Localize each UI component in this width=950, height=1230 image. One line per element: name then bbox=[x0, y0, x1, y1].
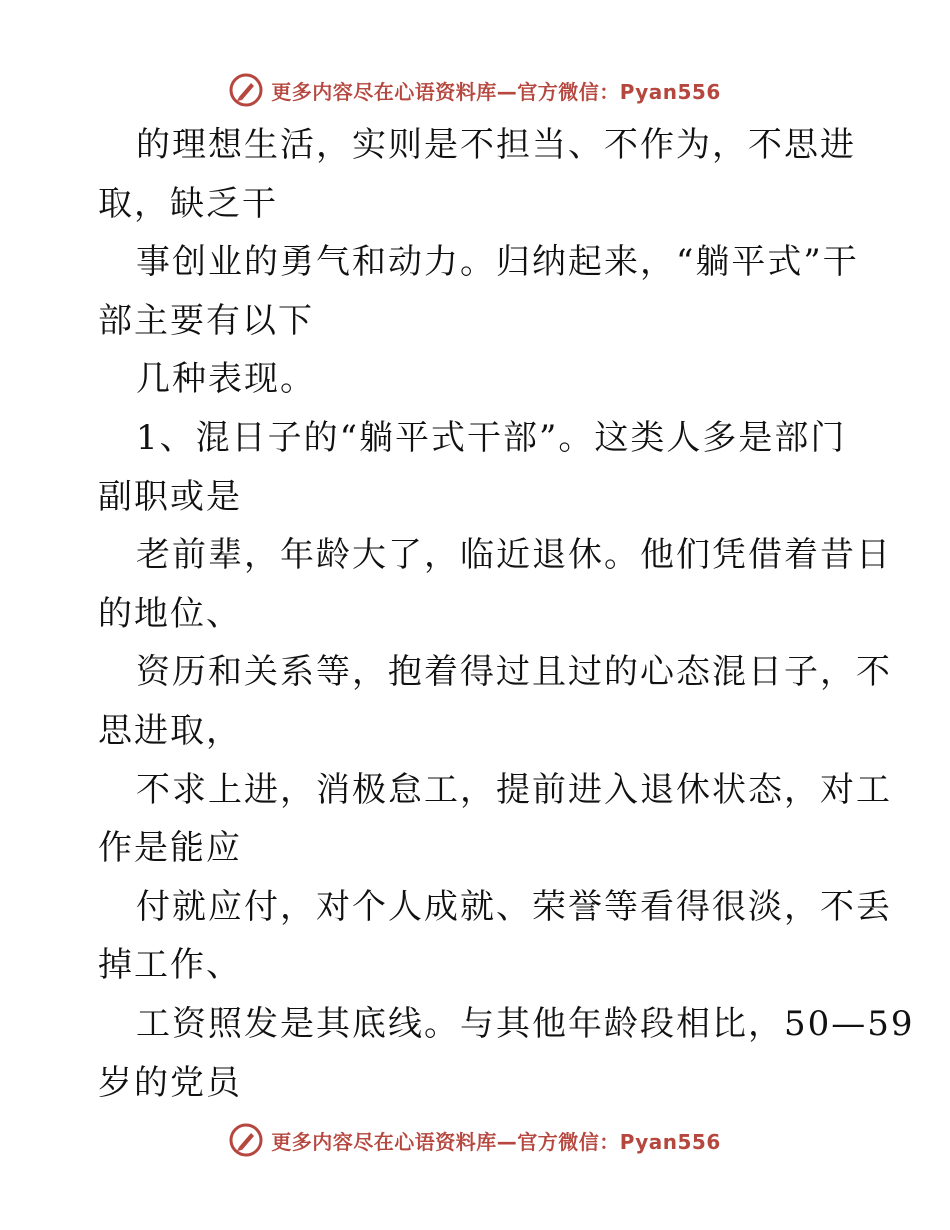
text-line: 的地位、 bbox=[98, 593, 242, 634]
text-line: 的理想生活，实则是不担当、不作为，不思进 bbox=[136, 125, 856, 165]
page-header-banner bbox=[0, 70, 950, 110]
pen-logo-icon bbox=[229, 73, 263, 107]
text-line: 资历和关系等，抱着得过且过的心态混日子，不 bbox=[136, 652, 892, 693]
text-line: 部主要有以下 bbox=[98, 300, 314, 341]
text-line: 工资照发是其底线。与其他年龄段相比，50—59 bbox=[136, 1004, 915, 1044]
text-line: 副职或是 bbox=[98, 476, 242, 517]
text-line: 几种表现。 bbox=[136, 359, 316, 400]
footer-banner-text: 更多内容尽在心语资料库—官方微信：Pyan556 bbox=[271, 1129, 721, 1154]
pen-logo-icon bbox=[229, 1123, 263, 1157]
header-banner-text: 更多内容尽在心语资料库—官方微信：Pyan556 bbox=[271, 79, 721, 104]
text-line: 老前辈，年龄大了，临近退休。他们凭借着昔日 bbox=[136, 535, 892, 576]
text-line: 思进取， bbox=[98, 711, 242, 751]
text-line: 掉工作、 bbox=[98, 945, 242, 986]
text-line: 1、混日子的“躺平式干部”。这类人多是部门 bbox=[136, 418, 847, 458]
text-line: 付就应付，对个人成就、荣誉等看得很淡，不丢 bbox=[136, 886, 892, 927]
text-line: 取，缺乏干 bbox=[98, 183, 278, 224]
text-line: 事创业的勇气和动力。归纳起来，“躺平式”干 bbox=[136, 242, 859, 283]
text-line: 作是能应 bbox=[98, 828, 242, 869]
page-footer-banner bbox=[0, 1120, 950, 1160]
text-line: 不求上进，消极怠工，提前进入退休状态，对工 bbox=[136, 769, 892, 810]
text-line: 岁的党员 bbox=[98, 1062, 242, 1103]
